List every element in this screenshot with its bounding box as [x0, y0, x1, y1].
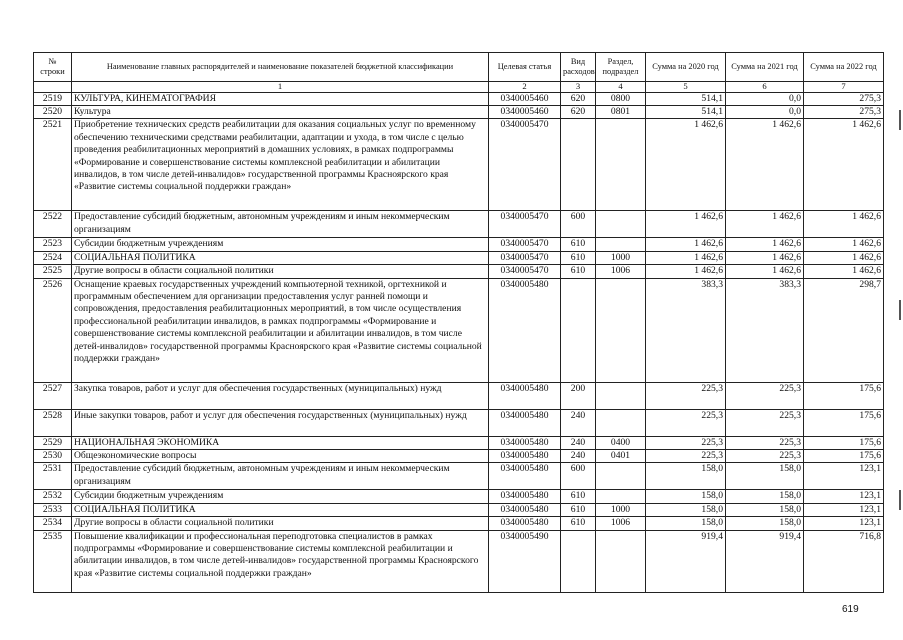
- sum-2020-cell: 158,0: [646, 463, 726, 490]
- table-row: [34, 409, 884, 436]
- row-number-cell: 2527: [34, 382, 72, 409]
- name-cell: Другие вопросы в области социальной политики: [72, 517, 489, 530]
- header-name: Наименование главных распорядителей и наименование показателей бюджетной классификации: [72, 53, 489, 82]
- sum-2022-cell: 275,3: [804, 92, 884, 105]
- table-row: [34, 119, 884, 211]
- sum-2022-cell: 1 462,6: [804, 265, 884, 278]
- name-cell: Общеэкономические вопросы: [72, 449, 489, 462]
- row-number-cell: 2522: [34, 211, 72, 238]
- row-number-cell: 2531: [34, 463, 72, 490]
- column-index-row: [34, 82, 884, 93]
- sum-2021-cell: 0,0: [726, 92, 804, 105]
- expense-type-cell: 600: [561, 211, 596, 238]
- expense-type-cell: [561, 278, 596, 382]
- section-cell: 0400: [596, 436, 646, 449]
- target-article-cell: 0340005480: [489, 409, 561, 436]
- expense-type-cell: 620: [561, 92, 596, 105]
- target-article-cell: 0340005480: [489, 490, 561, 503]
- column-index: 3: [561, 82, 596, 93]
- target-article-cell: 0340005460: [489, 105, 561, 118]
- expense-type-cell: 610: [561, 265, 596, 278]
- column-index: 1: [72, 82, 489, 93]
- sum-2020-cell: 225,3: [646, 382, 726, 409]
- name-cell: Приобретение технических средств реабилитации для оказания социальных услуг по временному обеспечению техническими средствами реабилитации, адаптации и ухода, в том числе с целью проведения реабилитационных мероприятий в домашних условиях, в рамках подпрограммы «Формирование и совершенствование системы комплексной реабилитации и абилитации инвалидов, в том числе детей-инвалидов» государственной программы Красноярского края «Развитие системы социальной поддержки граждан»: [72, 119, 489, 211]
- table-row: [34, 530, 884, 592]
- table-body: [34, 92, 884, 592]
- sum-2021-cell: 158,0: [726, 517, 804, 530]
- name-cell: КУЛЬТУРА, КИНЕМАТОГРАФИЯ: [72, 92, 489, 105]
- sum-2020-cell: 158,0: [646, 490, 726, 503]
- expense-type-cell: 240: [561, 436, 596, 449]
- header-expense-type: Вид расходов: [561, 53, 596, 82]
- sum-2021-cell: 158,0: [726, 490, 804, 503]
- row-number-cell: 2525: [34, 265, 72, 278]
- sum-2021-cell: 225,3: [726, 409, 804, 436]
- column-index: 2: [489, 82, 561, 93]
- section-cell: [596, 211, 646, 238]
- row-number-cell: 2533: [34, 503, 72, 516]
- table-row: [34, 463, 884, 490]
- sum-2020-cell: 1 462,6: [646, 211, 726, 238]
- sum-2022-cell: 716,8: [804, 530, 884, 592]
- expense-type-cell: 610: [561, 490, 596, 503]
- name-cell: Иные закупки товаров, работ и услуг для обеспечения государственных (муниципальных) нужд: [72, 409, 489, 436]
- sum-2022-cell: 1 462,6: [804, 119, 884, 211]
- row-number-cell: 2524: [34, 251, 72, 264]
- section-cell: [596, 119, 646, 211]
- target-article-cell: 0340005480: [489, 382, 561, 409]
- expense-type-cell: 600: [561, 463, 596, 490]
- header-sum-2021: Сумма на 2021 год: [726, 53, 804, 82]
- sum-2022-cell: 123,1: [804, 517, 884, 530]
- section-cell: 1000: [596, 251, 646, 264]
- header-target-article: Целевая статья: [489, 53, 561, 82]
- target-article-cell: 0340005490: [489, 530, 561, 592]
- sum-2022-cell: 175,6: [804, 409, 884, 436]
- scan-edge-mark: [899, 300, 901, 320]
- expense-type-cell: 610: [561, 517, 596, 530]
- sum-2020-cell: 383,3: [646, 278, 726, 382]
- sum-2020-cell: 1 462,6: [646, 119, 726, 211]
- sum-2020-cell: 158,0: [646, 517, 726, 530]
- row-number-cell: 2519: [34, 92, 72, 105]
- page-number: 619: [842, 604, 859, 615]
- section-cell: 1000: [596, 503, 646, 516]
- section-cell: [596, 530, 646, 592]
- sum-2022-cell: 275,3: [804, 105, 884, 118]
- row-number-cell: 2523: [34, 238, 72, 251]
- table-row: [34, 517, 884, 530]
- table-row: [34, 278, 884, 382]
- section-cell: [596, 382, 646, 409]
- row-number-cell: 2521: [34, 119, 72, 211]
- table-row: [34, 238, 884, 251]
- header-sum-2020: Сумма на 2020 год: [646, 53, 726, 82]
- sum-2021-cell: 1 462,6: [726, 238, 804, 251]
- name-cell: Предоставление субсидий бюджетным, автономным учреждениям и иным некоммерческим организациям: [72, 211, 489, 238]
- sum-2020-cell: 514,1: [646, 105, 726, 118]
- section-cell: 0800: [596, 92, 646, 105]
- table-row: [34, 211, 884, 238]
- sum-2021-cell: 158,0: [726, 463, 804, 490]
- name-cell: Повышение квалификации и профессиональная переподготовка специалистов в рамках подпрограммы «Формирование и совершенствование системы комплексной реабилитации и абилитации инвалидов, в том числе детей-инвалидов» государственной программы Красноярского края «Развитие системы социальной поддержки граждан»: [72, 530, 489, 592]
- sum-2020-cell: 919,4: [646, 530, 726, 592]
- row-number-cell: 2520: [34, 105, 72, 118]
- target-article-cell: 0340005480: [489, 278, 561, 382]
- row-number-cell: 2529: [34, 436, 72, 449]
- scan-edge-mark: [899, 110, 901, 130]
- sum-2022-cell: 123,1: [804, 463, 884, 490]
- sum-2022-cell: 298,7: [804, 278, 884, 382]
- table-row: [34, 490, 884, 503]
- sum-2020-cell: 158,0: [646, 503, 726, 516]
- table-row: [34, 92, 884, 105]
- name-cell: НАЦИОНАЛЬНАЯ ЭКОНОМИКА: [72, 436, 489, 449]
- expense-type-cell: [561, 119, 596, 211]
- sum-2022-cell: 123,1: [804, 490, 884, 503]
- target-article-cell: 0340005480: [489, 436, 561, 449]
- header-row-number: № строки: [34, 53, 72, 82]
- name-cell: Другие вопросы в области социальной политики: [72, 265, 489, 278]
- target-article-cell: 0340005480: [489, 449, 561, 462]
- expense-type-cell: 610: [561, 503, 596, 516]
- row-number-cell: 2528: [34, 409, 72, 436]
- target-article-cell: 0340005470: [489, 265, 561, 278]
- sum-2020-cell: 225,3: [646, 436, 726, 449]
- sum-2021-cell: 225,3: [726, 449, 804, 462]
- table-row: [34, 503, 884, 516]
- sum-2020-cell: 1 462,6: [646, 238, 726, 251]
- sum-2020-cell: 225,3: [646, 449, 726, 462]
- target-article-cell: 0340005470: [489, 251, 561, 264]
- row-number-cell: 2526: [34, 278, 72, 382]
- section-cell: 1006: [596, 265, 646, 278]
- header-section: Раздел, подраздел: [596, 53, 646, 82]
- sum-2021-cell: 383,3: [726, 278, 804, 382]
- table-row: [34, 265, 884, 278]
- sum-2021-cell: 1 462,6: [726, 119, 804, 211]
- sum-2021-cell: 0,0: [726, 105, 804, 118]
- name-cell: Предоставление субсидий бюджетным, автономным учреждениям и иным некоммерческим организациям: [72, 463, 489, 490]
- sum-2022-cell: 175,6: [804, 449, 884, 462]
- section-cell: [596, 463, 646, 490]
- expense-type-cell: 610: [561, 238, 596, 251]
- sum-2020-cell: 225,3: [646, 409, 726, 436]
- target-article-cell: 0340005470: [489, 211, 561, 238]
- name-cell: Культура: [72, 105, 489, 118]
- expense-type-cell: 240: [561, 449, 596, 462]
- expense-type-cell: 240: [561, 409, 596, 436]
- sum-2020-cell: 1 462,6: [646, 251, 726, 264]
- section-cell: [596, 490, 646, 503]
- name-cell: Закупка товаров, работ и услуг для обеспечения государственных (муниципальных) нужд: [72, 382, 489, 409]
- sum-2020-cell: 514,1: [646, 92, 726, 105]
- name-cell: Субсидии бюджетным учреждениям: [72, 490, 489, 503]
- target-article-cell: 0340005470: [489, 119, 561, 211]
- sum-2021-cell: 1 462,6: [726, 251, 804, 264]
- section-cell: [596, 409, 646, 436]
- header-sum-2022: Сумма на 2022 год: [804, 53, 884, 82]
- table-row: [34, 105, 884, 118]
- section-cell: [596, 238, 646, 251]
- sum-2021-cell: 919,4: [726, 530, 804, 592]
- target-article-cell: 0340005480: [489, 517, 561, 530]
- row-number-cell: 2535: [34, 530, 72, 592]
- row-number-cell: 2530: [34, 449, 72, 462]
- table-row: [34, 251, 884, 264]
- sum-2022-cell: 1 462,6: [804, 251, 884, 264]
- sum-2021-cell: 1 462,6: [726, 265, 804, 278]
- table-row: [34, 436, 884, 449]
- sum-2021-cell: 158,0: [726, 503, 804, 516]
- section-cell: 1006: [596, 517, 646, 530]
- column-index: 7: [804, 82, 884, 93]
- column-index: 6: [726, 82, 804, 93]
- sum-2021-cell: 225,3: [726, 436, 804, 449]
- sum-2022-cell: 175,6: [804, 382, 884, 409]
- name-cell: Субсидии бюджетным учреждениям: [72, 238, 489, 251]
- expense-type-cell: 620: [561, 105, 596, 118]
- sum-2022-cell: 175,6: [804, 436, 884, 449]
- sum-2022-cell: 1 462,6: [804, 238, 884, 251]
- target-article-cell: 0340005480: [489, 503, 561, 516]
- target-article-cell: 0340005460: [489, 92, 561, 105]
- sum-2021-cell: 1 462,6: [726, 211, 804, 238]
- sum-2021-cell: 225,3: [726, 382, 804, 409]
- target-article-cell: 0340005480: [489, 463, 561, 490]
- expense-type-cell: 200: [561, 382, 596, 409]
- column-index: 5: [646, 82, 726, 93]
- name-cell: Оснащение краевых государственных учреждений компьютерной техникой, оргтехникой и программным обеспечением для организации предоставления услуг ранней помощи и сопровождения, предоставления реабилитационных мероприятий, в том числе осуществления профессиональной реабилитации инвалидов, в рамках подпрограммы «Формирование и совершенствование системы комплексной реабилитации и абилитации инвалидов, в том числе детей-инвалидов» государственной программы Красноярского края «Развитие системы социальной поддержки граждан»: [72, 278, 489, 382]
- sum-2020-cell: 1 462,6: [646, 265, 726, 278]
- table-row: [34, 382, 884, 409]
- section-cell: 0801: [596, 105, 646, 118]
- name-cell: СОЦИАЛЬНАЯ ПОЛИТИКА: [72, 251, 489, 264]
- target-article-cell: 0340005470: [489, 238, 561, 251]
- expense-type-cell: [561, 530, 596, 592]
- section-cell: 0401: [596, 449, 646, 462]
- sum-2022-cell: 123,1: [804, 503, 884, 516]
- column-index: 4: [596, 82, 646, 93]
- sum-2022-cell: 1 462,6: [804, 211, 884, 238]
- column-index: [34, 82, 72, 93]
- scan-edge-mark: [899, 490, 901, 510]
- section-cell: [596, 278, 646, 382]
- name-cell: СОЦИАЛЬНАЯ ПОЛИТИКА: [72, 503, 489, 516]
- expense-type-cell: 610: [561, 251, 596, 264]
- budget-table: [33, 52, 884, 593]
- row-number-cell: 2532: [34, 490, 72, 503]
- row-number-cell: 2534: [34, 517, 72, 530]
- header-row: [34, 53, 884, 82]
- table-row: [34, 449, 884, 462]
